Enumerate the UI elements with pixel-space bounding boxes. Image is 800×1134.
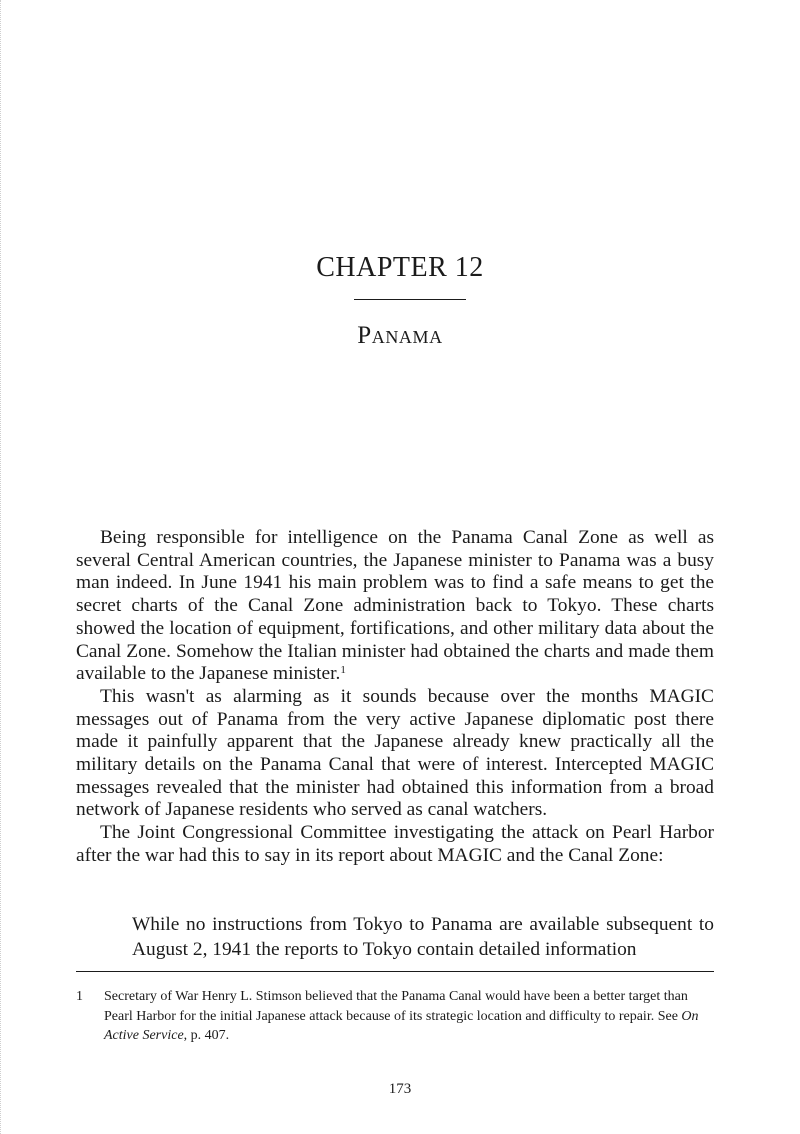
footnote-source-title: On Active Service xyxy=(104,1008,699,1043)
page-number: 173 xyxy=(388,1081,412,1097)
paragraph-1 xyxy=(76,527,714,686)
chapter-title: Panama xyxy=(357,322,443,349)
paragraph-3: The Joint Congressional Committee investigating the attack on Pearl Harbor after the war had this to say in its report about MAGIC and the Canal Zone: xyxy=(76,822,714,866)
scan-edge xyxy=(0,0,3,1134)
footnote-text-before: Secretary of War Henry L. Stimson believed that the Panama Canal would have been a better target than Pearl Harbor for the initial Japanese attack because of its strategic location and difficulty to repair. See xyxy=(104,989,688,1024)
chapter-rule xyxy=(354,299,466,300)
footnote-text xyxy=(104,987,714,1046)
footnote xyxy=(76,987,714,1046)
block-quote: While no instructions from Tokyo to Panama are available subsequent to August 2, 1941 the reports to Tokyo contain detailed information xyxy=(132,914,714,960)
paragraph-1-text: Being responsible for intelligence on the Panama Canal Zone as well as several Central American countries, the Japanese minister to Panama was a busy man indeed. In June 1941 his main problem was to find a safe means to get the secret charts of the Canal Zone administration back to Tokyo. These charts showed the location of equipment, fortifications, and other military data about the Canal Zone. Somehow the Italian minister had obtained the charts and made them available to the Japanese minister. xyxy=(76,527,714,685)
chapter-number: CHAPTER 12 xyxy=(316,252,484,283)
footnote-mark: 1 xyxy=(76,989,83,1004)
footnote-text-after: , p. 407. xyxy=(183,1028,230,1043)
paragraph-2: This wasn't as alarming as it sounds because over the months MAGIC messages out of Panama from the very active Japanese diplomatic post there made it painfully apparent that the Japanese already knew practically all the military details on the Panama Canal that were of interest. Intercepted MAGIC messages revealed that the minister had obtained this information from a broad network of Japanese residents who served as canal watchers. xyxy=(76,685,714,821)
body-text xyxy=(76,527,714,868)
footnote-rule xyxy=(76,971,714,972)
footnote-reference: 1 xyxy=(340,664,346,677)
